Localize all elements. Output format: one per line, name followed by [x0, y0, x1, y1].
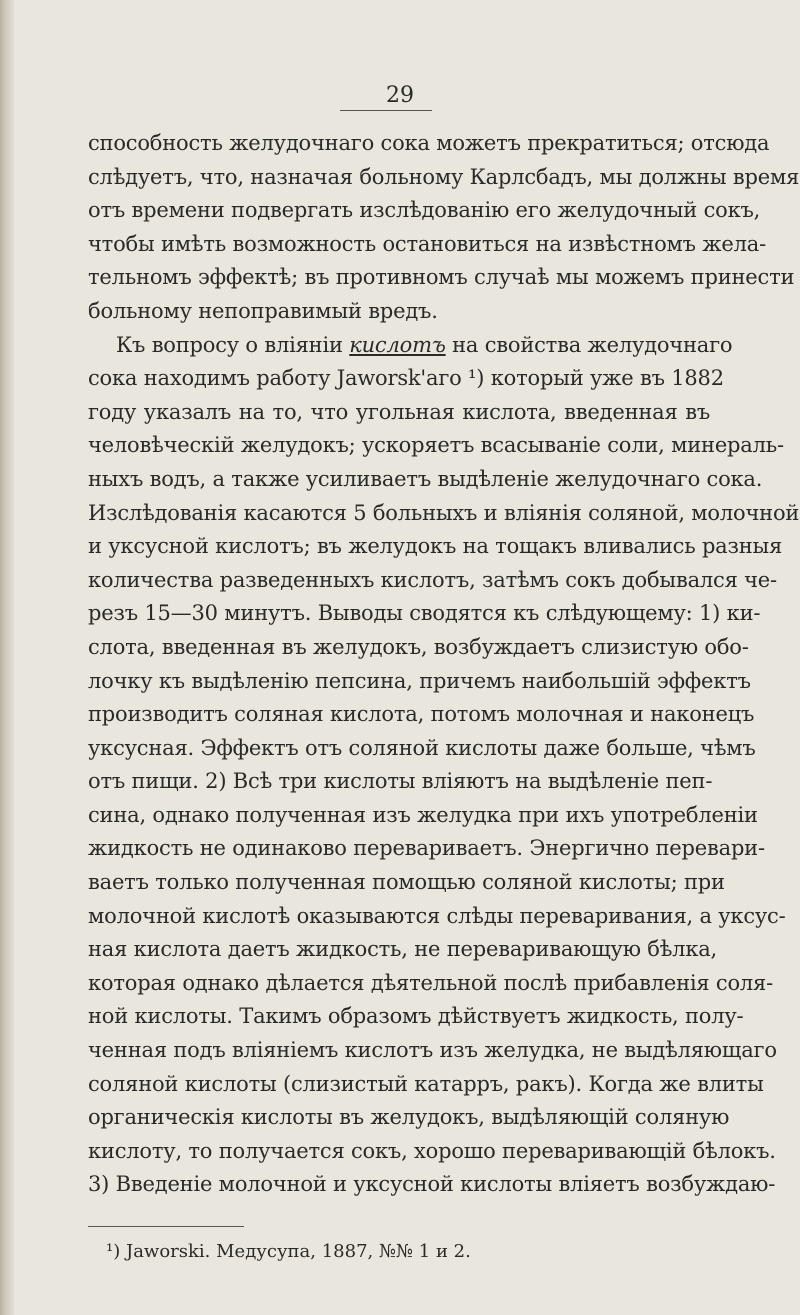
- text-line: жидкость не одинаково перевариваетъ. Энергично перевари-: [88, 836, 765, 861]
- text-line: лочку къ выдѣленію пепсина, причемъ наибольшій эффектъ: [88, 668, 751, 693]
- text-line: слота, введенная въ желудокъ, возбуждаетъ слизистую обо-: [88, 634, 749, 659]
- text-line: больному непоправимый вредъ.: [88, 298, 438, 323]
- text-line: уксусная. Эффектъ отъ соляной кислоты даже больше, чѣмъ: [88, 735, 756, 760]
- footnote-rule: [88, 1226, 244, 1227]
- text-line: которая однако дѣлается дѣятельной послѣ прибавленія соля-: [88, 970, 773, 995]
- footnote-text: Jaworski. Meдусупа, 1887, №№ 1 и 2.: [125, 1241, 471, 1262]
- text-line: чтобы имѣть возможность остановиться на извѣстномъ жела-: [88, 231, 766, 256]
- emphasized-word: кислотъ: [349, 332, 446, 357]
- text-line: ной кислоты. Такимъ образомъ дѣйствуетъ жидкость, полу-: [88, 1004, 744, 1029]
- text-line: соляной кислоты (слизистый катарръ, ракъ). Когда же влиты: [88, 1071, 764, 1096]
- body-text: [88, 127, 800, 1202]
- text-line: ная кислота даетъ жидкость, не переваривающую бѣлка,: [88, 937, 718, 962]
- text-line: человѣческій желудокъ; ускоряетъ всасываніе соли, минераль-: [88, 433, 784, 458]
- text-line: Изслѣдованія касаются 5 больныхъ и вліянія соляной, молочной: [88, 500, 800, 525]
- text-line: сока находимъ работу Jaworsk'аго ¹) который уже въ 1882: [88, 366, 724, 391]
- text-line: ныхъ водъ, а также усиливаетъ выдѣленіе желудочнаго сока.: [88, 466, 763, 491]
- text-line: способность желудочнаго сока можетъ прекратиться; отсюда: [88, 131, 770, 155]
- text-line: резъ 15—30 минутъ. Выводы сводятся къ слѣдующему: 1) ки-: [88, 601, 761, 626]
- text-segment: Къ вопросу о вліяніи: [116, 332, 350, 357]
- text-line: и уксусной кислотъ; въ желудокъ на тощакъ вливались разныя: [88, 534, 783, 559]
- text-line: производитъ соляная кислота, потомъ молочная и наконецъ: [88, 702, 755, 727]
- text-line: 3) Введеніе молочной и уксусной кислоты вліяетъ возбуждаю-: [88, 1172, 776, 1197]
- text-segment: на свойства желудочнаго: [445, 332, 733, 357]
- text-line: количества разведенныхъ кислотъ, затѣмъ сокъ добывался че-: [88, 567, 777, 592]
- text-line: слѣдуетъ, что, назначая больному Карлсбадъ, мы должны время: [88, 164, 800, 189]
- text-line: году указалъ на то, что угольная кислота, введенная въ: [88, 399, 710, 424]
- footnote-marker: ¹): [106, 1241, 121, 1262]
- text-line: молочной кислотѣ оказываются слѣды переваривания, а уксус-: [88, 903, 786, 928]
- text-line: отъ времени подвергать изслѣдованію его желудочный сокъ,: [88, 198, 761, 223]
- text-line: кислоту, то получается сокъ, хорошо переваривающій бѣлокъ.: [88, 1138, 776, 1163]
- page-number: 29: [386, 83, 414, 108]
- text-line: ваетъ только полученная помощью соляной кислоты; при: [88, 870, 725, 895]
- text-line: ченная подъ вліяніемъ кислотъ изъ желудка, не выдѣляющаго: [88, 1038, 777, 1063]
- text-line: отъ пищи. 2) Всѣ три кислоты вліяютъ на выдѣленіе пеп-: [88, 769, 713, 794]
- book-spine-shadow: [0, 0, 14, 1315]
- text-line: тельномъ эффектѣ; въ противномъ случаѣ мы можемъ принести: [88, 265, 795, 290]
- text-line: [88, 329, 733, 363]
- text-line: сина, однако полученная изъ желудка при ихъ употребленіи: [88, 802, 758, 827]
- text-line: органическія кислоты въ желудокъ, выдѣляющій соляную: [88, 1105, 730, 1130]
- footnote: [106, 1240, 666, 1264]
- header-rule: [340, 110, 432, 111]
